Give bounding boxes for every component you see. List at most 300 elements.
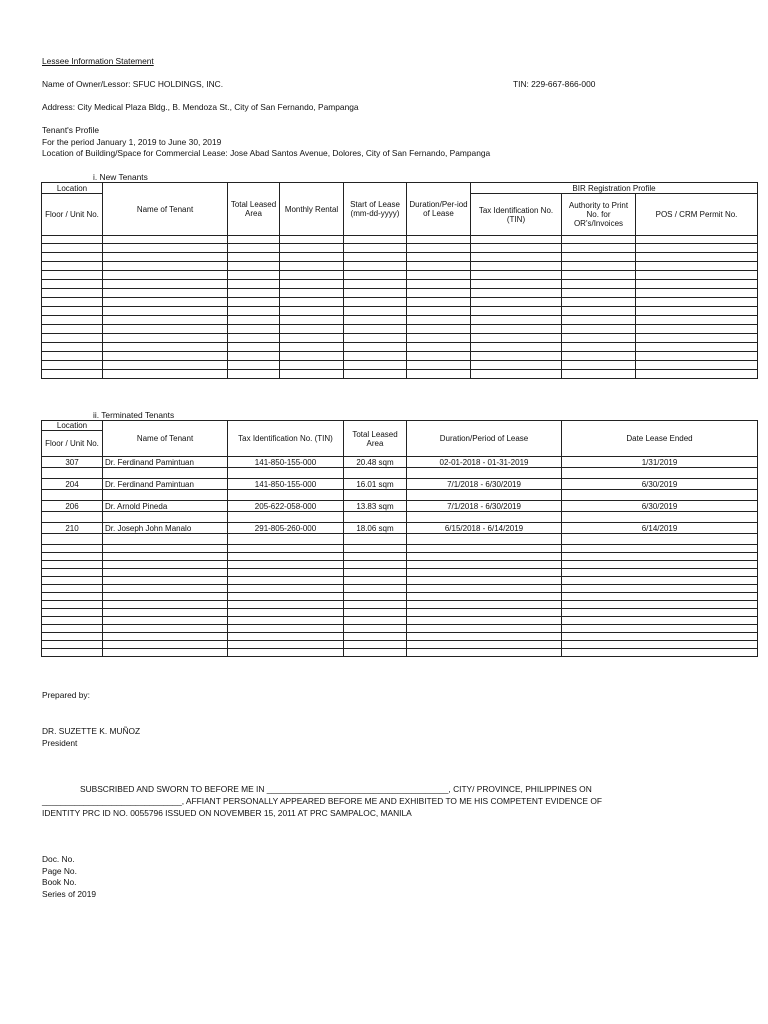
cell-ended: 6/14/2019 [562, 523, 758, 534]
table-cell [562, 298, 636, 307]
cell-unit: 204 [42, 479, 103, 490]
table-cell [562, 271, 636, 280]
table-cell [103, 633, 228, 641]
cell-ended: 6/30/2019 [562, 479, 758, 490]
table-cell [228, 649, 344, 657]
table-cell [103, 569, 228, 577]
table-cell [280, 370, 344, 379]
table-cell [228, 253, 280, 262]
table-cell [103, 617, 228, 625]
table-cell [103, 577, 228, 585]
table-cell [280, 343, 344, 352]
table-cell [471, 236, 562, 244]
table-cell [103, 280, 228, 289]
table-cell [407, 625, 562, 633]
table-cell [407, 316, 471, 325]
table-cell [344, 561, 407, 569]
header-location: Location [42, 183, 103, 194]
table-row [42, 545, 758, 553]
table-cell [344, 512, 407, 523]
table-cell [471, 370, 562, 379]
table-cell [471, 244, 562, 253]
table-row [42, 343, 758, 352]
table-cell [344, 633, 407, 641]
jurat-line-3: IDENTITY PRC ID NO. 0055796 ISSUED ON NOVEMBER 15, 2011 AT PRC SAMPALOC, MANILA [42, 808, 412, 818]
table-cell [636, 298, 758, 307]
table-cell [344, 236, 407, 244]
table-cell [471, 289, 562, 298]
table-cell [471, 361, 562, 370]
table-cell [407, 553, 562, 561]
table-cell [562, 577, 758, 585]
table-cell [280, 361, 344, 370]
table-row [42, 523, 758, 534]
header-start-of-lease: Start of Lease (mm-dd-yyyy) [344, 183, 407, 236]
table-cell [471, 262, 562, 271]
table-cell [103, 561, 228, 569]
table-cell [407, 609, 562, 617]
signatory-name: DR. SUZETTE K. MUÑOZ [42, 726, 141, 736]
table-row [42, 569, 758, 577]
table-cell [471, 352, 562, 361]
table-row [42, 280, 758, 289]
table-cell [562, 352, 636, 361]
table-cell [42, 271, 103, 280]
term-header-floor-unit: Floor / Unit No. [42, 431, 103, 457]
table-cell [42, 334, 103, 343]
table-cell [228, 633, 344, 641]
table-cell [228, 244, 280, 253]
table-row [42, 609, 758, 617]
table-cell [42, 512, 103, 523]
new-tenants-body [42, 236, 758, 379]
table-cell [228, 289, 280, 298]
table-row [42, 553, 758, 561]
table-cell [344, 370, 407, 379]
table-cell [407, 649, 562, 657]
table-cell [344, 617, 407, 625]
table-cell [562, 253, 636, 262]
cell-name: Dr. Ferdinand Pamintuan [103, 457, 228, 468]
table-cell [42, 633, 103, 641]
table-cell [344, 280, 407, 289]
table-cell [280, 280, 344, 289]
table-cell [407, 289, 471, 298]
term-header-date-ended: Date Lease Ended [562, 421, 758, 457]
table-cell [280, 262, 344, 271]
table-cell [103, 641, 228, 649]
table-row [42, 633, 758, 641]
doc-no: Doc. No. [42, 854, 75, 864]
table-cell [42, 625, 103, 633]
table-cell [562, 545, 758, 553]
table-cell [407, 641, 562, 649]
table-cell [562, 334, 636, 343]
cell-tin: 291-805-260-000 [228, 523, 344, 534]
table-cell [562, 325, 636, 334]
table-cell [280, 334, 344, 343]
table-cell [103, 625, 228, 633]
cell-tin: 141-850-155-000 [228, 479, 344, 490]
cell-name: Dr. Joseph John Manalo [103, 523, 228, 534]
table-cell [636, 271, 758, 280]
table-cell [228, 490, 344, 501]
table-row [42, 457, 758, 468]
table-cell [42, 316, 103, 325]
table-cell [280, 352, 344, 361]
table-cell [636, 262, 758, 271]
table-row [42, 316, 758, 325]
table-cell [228, 609, 344, 617]
table-cell [636, 352, 758, 361]
table-cell [562, 361, 636, 370]
table-cell [42, 569, 103, 577]
jurat-line-2: ______________________________, AFFIANT PERSONALLY APPEARED BEFORE ME AND EXHIBITED TO ME HIS COMPETENT EVIDENCE OF [42, 796, 602, 806]
table-cell [103, 298, 228, 307]
table-cell [562, 593, 758, 601]
table-cell [103, 361, 228, 370]
table-cell [407, 569, 562, 577]
table-cell [103, 325, 228, 334]
terminated-tenants-body [42, 457, 758, 657]
table-row [42, 479, 758, 490]
term-header-total-leased-area: Total Leased Area [344, 421, 407, 457]
table-cell [228, 334, 280, 343]
table-row [42, 593, 758, 601]
table-cell [636, 325, 758, 334]
table-cell [562, 641, 758, 649]
table-cell [407, 468, 562, 479]
table-cell [228, 585, 344, 593]
table-cell [344, 593, 407, 601]
table-cell [471, 316, 562, 325]
table-row [42, 617, 758, 625]
table-cell [103, 649, 228, 657]
document-title: Lessee Information Statement [42, 56, 154, 66]
table-cell [103, 316, 228, 325]
prepared-by-label: Prepared by: [42, 690, 90, 700]
table-row [42, 244, 758, 253]
table-cell [562, 316, 636, 325]
table-cell [471, 271, 562, 280]
table-cell [344, 271, 407, 280]
table-cell [562, 633, 758, 641]
table-row [42, 641, 758, 649]
term-header-tin: Tax Identification No. (TIN) [228, 421, 344, 457]
table-cell [103, 343, 228, 352]
table-cell [407, 633, 562, 641]
cell-name: Dr. Arnold Pineda [103, 501, 228, 512]
table-cell [280, 325, 344, 334]
table-cell [42, 244, 103, 253]
header-authority-to-print: Authority to Print No. for OR's/Invoices [562, 194, 636, 236]
table-cell [344, 545, 407, 553]
table-cell [407, 352, 471, 361]
table-cell [562, 244, 636, 253]
table-cell [42, 545, 103, 553]
new-tenants-title: i. New Tenants [93, 172, 148, 182]
table-row [42, 649, 758, 657]
table-cell [407, 585, 562, 593]
table-cell [228, 352, 280, 361]
table-cell [471, 343, 562, 352]
table-cell [42, 236, 103, 244]
table-cell [562, 468, 758, 479]
table-cell [407, 534, 562, 545]
table-row [42, 298, 758, 307]
table-row [42, 534, 758, 545]
table-cell [344, 609, 407, 617]
cell-area: 13.83 sqm [344, 501, 407, 512]
table-cell [407, 244, 471, 253]
table-cell [636, 307, 758, 316]
owner-address: Address: City Medical Plaza Bldg., B. Mendoza St., City of San Fernando, Pampanga [42, 102, 359, 112]
table-cell [562, 280, 636, 289]
table-cell [42, 361, 103, 370]
table-row [42, 577, 758, 585]
table-cell [228, 236, 280, 244]
table-cell [562, 534, 758, 545]
table-cell [344, 649, 407, 657]
table-cell [228, 553, 344, 561]
table-cell [344, 334, 407, 343]
table-cell [471, 325, 562, 334]
table-cell [103, 244, 228, 253]
table-cell [344, 352, 407, 361]
table-cell [42, 490, 103, 501]
table-row [42, 334, 758, 343]
table-cell [103, 468, 228, 479]
table-cell [228, 316, 280, 325]
table-cell [562, 569, 758, 577]
table-cell [42, 325, 103, 334]
table-cell [228, 512, 344, 523]
table-cell [103, 352, 228, 361]
table-cell [562, 649, 758, 657]
table-cell [42, 561, 103, 569]
header-floor-unit: Floor / Unit No. [42, 194, 103, 236]
table-cell [562, 512, 758, 523]
header-pos-crm: POS / CRM Permit No. [636, 194, 758, 236]
table-cell [407, 601, 562, 609]
header-name-of-tenant: Name of Tenant [103, 183, 228, 236]
table-row [42, 262, 758, 271]
table-cell [228, 601, 344, 609]
table-cell [42, 593, 103, 601]
table-cell [471, 298, 562, 307]
table-cell [407, 280, 471, 289]
table-row [42, 352, 758, 361]
terminated-tenants-table [41, 420, 758, 657]
table-cell [103, 593, 228, 601]
table-cell [344, 490, 407, 501]
table-cell [42, 253, 103, 262]
table-cell [280, 253, 344, 262]
series-year: Series of 2019 [42, 889, 97, 899]
page-no: Page No. [42, 866, 77, 876]
table-cell [42, 352, 103, 361]
table-cell [344, 625, 407, 633]
table-cell [562, 585, 758, 593]
table-cell [562, 307, 636, 316]
table-cell [344, 361, 407, 370]
table-cell [344, 577, 407, 585]
cell-area: 18.06 sqm [344, 523, 407, 534]
table-cell [562, 490, 758, 501]
table-cell [562, 601, 758, 609]
table-cell [228, 325, 280, 334]
table-cell [562, 343, 636, 352]
table-cell [42, 280, 103, 289]
table-cell [636, 334, 758, 343]
table-cell [228, 271, 280, 280]
table-row [42, 236, 758, 244]
new-tenants-table [41, 182, 758, 379]
table-cell [103, 585, 228, 593]
table-cell [344, 468, 407, 479]
table-row [42, 370, 758, 379]
table-cell [407, 370, 471, 379]
table-cell [42, 601, 103, 609]
table-cell [42, 553, 103, 561]
table-cell [280, 289, 344, 298]
table-cell [103, 601, 228, 609]
table-cell [280, 316, 344, 325]
table-cell [103, 262, 228, 271]
table-cell [407, 236, 471, 244]
table-cell [562, 609, 758, 617]
term-header-name-of-tenant: Name of Tenant [103, 421, 228, 457]
table-cell [344, 569, 407, 577]
table-cell [407, 307, 471, 316]
table-cell [280, 244, 344, 253]
table-row [42, 325, 758, 334]
table-cell [636, 361, 758, 370]
table-cell [471, 334, 562, 343]
signatory-position: President [42, 738, 78, 748]
cell-tin: 141-850-155-000 [228, 457, 344, 468]
table-cell [344, 325, 407, 334]
table-cell [562, 561, 758, 569]
table-cell [42, 585, 103, 593]
table-cell [42, 298, 103, 307]
table-cell [407, 512, 562, 523]
header-total-leased-area: Total Leased Area [228, 183, 280, 236]
terminated-tenants-title: ii. Terminated Tenants [93, 410, 175, 420]
term-header-duration: Duration/Period of Lease [407, 421, 562, 457]
table-cell [42, 307, 103, 316]
profile-period: For the period January 1, 2019 to June 30, 2019 [42, 137, 222, 147]
table-cell [471, 253, 562, 262]
table-row [42, 601, 758, 609]
table-cell [407, 262, 471, 271]
table-cell [228, 545, 344, 553]
table-cell [562, 625, 758, 633]
table-cell [103, 271, 228, 280]
table-cell [280, 236, 344, 244]
header-monthly-rental: Monthly Rental [280, 183, 344, 236]
owner-tin: TIN: 229-667-866-000 [513, 79, 596, 89]
table-cell [407, 334, 471, 343]
table-cell [344, 585, 407, 593]
table-cell [42, 649, 103, 657]
table-cell [344, 534, 407, 545]
table-cell [103, 334, 228, 343]
table-cell [42, 617, 103, 625]
table-cell [562, 289, 636, 298]
cell-ended: 1/31/2019 [562, 457, 758, 468]
book-no: Book No. [42, 877, 77, 887]
table-cell [636, 343, 758, 352]
table-cell [636, 236, 758, 244]
table-cell [103, 609, 228, 617]
table-cell [42, 468, 103, 479]
cell-unit: 307 [42, 457, 103, 468]
table-cell [228, 625, 344, 633]
table-cell [344, 262, 407, 271]
cell-area: 16.01 sqm [344, 479, 407, 490]
table-cell [344, 316, 407, 325]
table-cell [228, 343, 280, 352]
table-row [42, 501, 758, 512]
table-cell [636, 370, 758, 379]
table-cell [407, 577, 562, 585]
table-cell [228, 280, 280, 289]
table-cell [42, 609, 103, 617]
table-cell [280, 271, 344, 280]
table-row [42, 307, 758, 316]
table-cell [407, 561, 562, 569]
table-cell [471, 307, 562, 316]
table-cell [103, 545, 228, 553]
table-cell [103, 289, 228, 298]
cell-duration: 02-01-2018 - 01-31-2019 [407, 457, 562, 468]
table-row [42, 512, 758, 523]
table-cell [103, 553, 228, 561]
table-cell [344, 641, 407, 649]
profile-location: Location of Building/Space for Commercial Lease: Jose Abad Santos Avenue, Dolores, City of San Fernando, Pampanga [42, 148, 491, 158]
table-cell [228, 641, 344, 649]
table-cell [228, 534, 344, 545]
table-cell [636, 280, 758, 289]
table-cell [407, 325, 471, 334]
table-cell [562, 262, 636, 271]
cell-unit: 206 [42, 501, 103, 512]
term-header-location: Location [42, 421, 103, 431]
table-row [42, 625, 758, 633]
table-cell [636, 253, 758, 262]
table-cell [407, 343, 471, 352]
cell-unit: 210 [42, 523, 103, 534]
jurat-line-1: SUBSCRIBED AND SWORN TO BEFORE ME IN _______________________________________, CITY/ PROVINCE, PHILIPPINES ON [80, 784, 592, 794]
table-cell [228, 561, 344, 569]
cell-ended: 6/30/2019 [562, 501, 758, 512]
table-cell [407, 361, 471, 370]
table-cell [228, 262, 280, 271]
table-row [42, 490, 758, 501]
table-cell [344, 253, 407, 262]
table-cell [103, 512, 228, 523]
table-cell [103, 534, 228, 545]
cell-duration: 7/1/2018 - 6/30/2019 [407, 479, 562, 490]
table-cell [407, 271, 471, 280]
profile-heading: Tenant's Profile [42, 125, 99, 135]
table-cell [103, 490, 228, 501]
cell-tin: 205-622-058-000 [228, 501, 344, 512]
table-cell [344, 298, 407, 307]
header-bir-registration: BIR Registration Profile [471, 183, 758, 194]
header-duration: Duration/Per-iod of Lease [407, 183, 471, 236]
